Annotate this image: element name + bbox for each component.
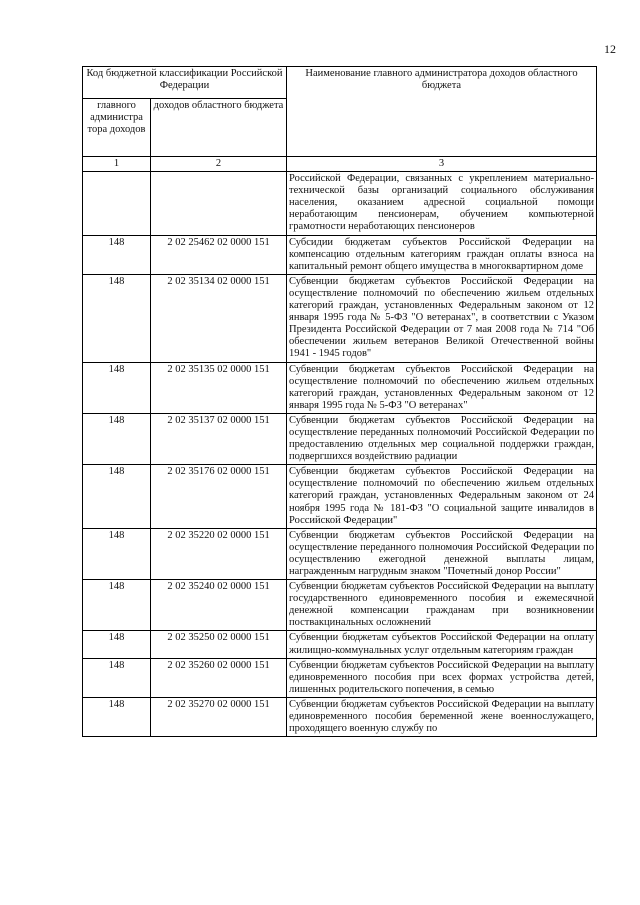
admin-code-cell: 148 [83,528,151,579]
admin-code-cell: 148 [83,362,151,413]
table-row [83,465,597,528]
admin-code-cell [83,172,151,235]
income-code-cell: 2 02 35176 02 0000 151 [151,465,287,528]
table-row [83,580,597,631]
admin-code-cell: 148 [83,658,151,697]
header-income-column: доходов областного бюджета [151,99,287,157]
income-code-cell: 2 02 35240 02 0000 151 [151,580,287,631]
table-row [83,274,597,362]
budget-classification-table [82,66,597,737]
description-cell: Субвенции бюджетам субъектов Российской Федерации на выплату единовременного пособия беременной жене военнослужащего, проходящего военную службу по [287,697,597,736]
income-code-cell: 2 02 35260 02 0000 151 [151,658,287,697]
admin-code-cell: 148 [83,697,151,736]
admin-code-cell: 148 [83,580,151,631]
income-code-cell [151,172,287,235]
table-row [83,658,597,697]
table-row [83,528,597,579]
description-cell: Субвенции бюджетам субъектов Российской Федерации на осуществление переданных полномочий Российской Федерации по предоставлению отдельных мер социальной поддержки граждан, подвергшихся воздействию радиации [287,413,597,464]
admin-code-cell: 148 [83,413,151,464]
header-code-group: Код бюджетной классификации Российской Федерации [83,67,287,99]
header-name-column: Наименование главного администратора доходов областного бюджета [287,67,597,157]
description-cell: Субвенции бюджетам субъектов Российской Федерации на осуществление полномочий по обеспечению жильем отдельных категорий граждан, установленных Федеральным законом от 12 января 1995 года № 5-ФЗ "О ветеранах" [287,362,597,413]
description-cell: Субвенции бюджетам субъектов Российской Федерации на оплату жилищно-коммунальных услуг отдельным категориям граждан [287,631,597,658]
income-code-cell: 2 02 35270 02 0000 151 [151,697,287,736]
description-cell: Субвенции бюджетам субъектов Российской Федерации на выплату государственного единовременного пособия и ежемесячной денежной компенсации гражданам при возникновении поствакцинальных осложнений [287,580,597,631]
table-row [83,235,597,274]
income-code-cell: 2 02 35250 02 0000 151 [151,631,287,658]
table-row [83,697,597,736]
column-number-3: 3 [287,157,597,172]
description-cell: Субвенции бюджетам субъектов Российской Федерации на осуществление полномочий по обеспечению жильем отдельных категорий граждан, установленных Федеральным законом от 24 ноября 1995 года № 181-ФЗ "О социальной защите инвалидов в Российской Федерации" [287,465,597,528]
income-code-cell: 2 02 35137 02 0000 151 [151,413,287,464]
table-row [83,413,597,464]
income-code-cell: 2 02 35134 02 0000 151 [151,274,287,362]
admin-code-cell: 148 [83,274,151,362]
column-number-2: 2 [151,157,287,172]
description-cell: Субвенции бюджетам субъектов Российской Федерации на выплату единовременного пособия при всех формах устройства детей, лишенных родительского попечения, в семью [287,658,597,697]
description-cell: Российской Федерации, связанных с укреплением материально-технической базы организаций социального обслуживания населения, оказанием адресной социальной помощи неработающим пенсионерам, обучением компьютерной грамотности неработающих пенсионеров [287,172,597,235]
admin-code-cell: 148 [83,631,151,658]
column-number-1: 1 [83,157,151,172]
table-row [83,631,597,658]
header-admin-column: главного администра тора доходов [83,99,151,157]
table-row [83,362,597,413]
description-cell: Субвенции бюджетам субъектов Российской Федерации на осуществление переданного полномочия Российской Федерации по осуществлению ежегодной денежной выплаты лицам, награжденным нагрудным знаком "Почетный донор России" [287,528,597,579]
table-row [83,172,597,235]
income-code-cell: 2 02 25462 02 0000 151 [151,235,287,274]
income-code-cell: 2 02 35135 02 0000 151 [151,362,287,413]
page-number: 12 [604,42,616,56]
description-cell: Субсидии бюджетам субъектов Российской Федерации на компенсацию отдельным категориям граждан оплаты взноса на капитальный ремонт общего имущества в многоквартирном доме [287,235,597,274]
description-cell: Субвенции бюджетам субъектов Российской Федерации на осуществление полномочий по обеспечению жильем отдельных категорий граждан, установленных Федеральным законом от 12 января 1995 года № 5-ФЗ "О ветеранах", в соответствии с Указом Президента Российской Федерации от 7 мая 2008 года № 714 "Об обеспечении жильем ветеранов Великой Отечественной войны 1941 - 1945 годов" [287,274,597,362]
income-code-cell: 2 02 35220 02 0000 151 [151,528,287,579]
admin-code-cell: 148 [83,235,151,274]
admin-code-cell: 148 [83,465,151,528]
